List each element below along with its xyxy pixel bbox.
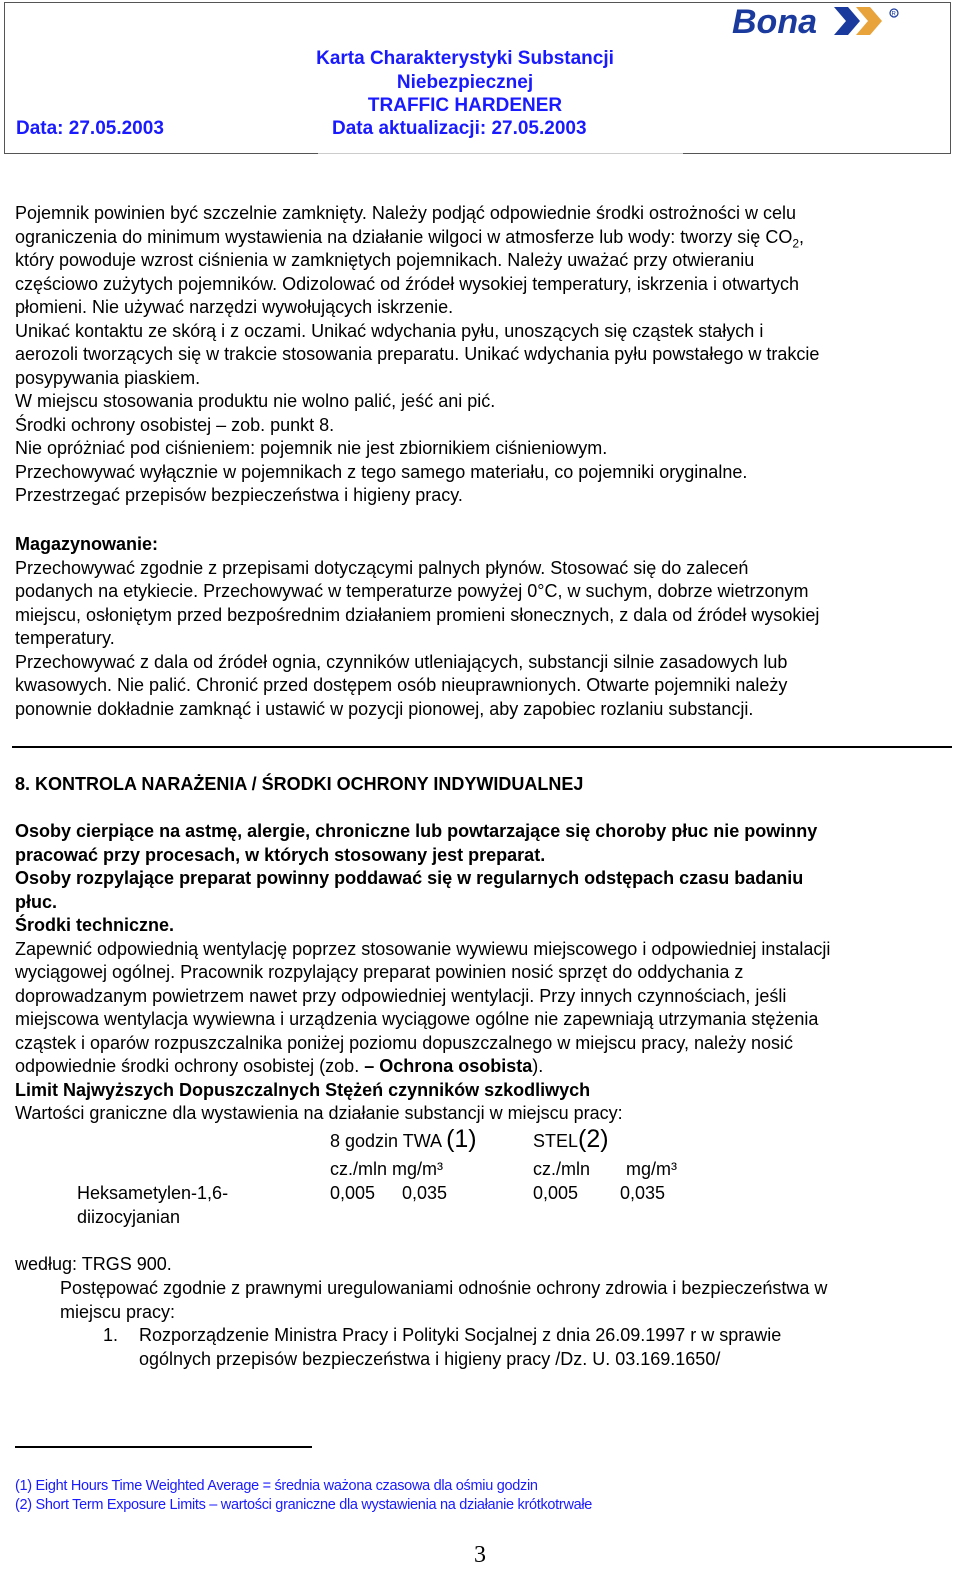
text-line: miejscowa wentylacja wywiewna i urządzenia wyciągowe ogólne nie zapewniają utrzymania stężenia: [15, 1009, 819, 1029]
text-line: Nie opróżniać pod ciśnieniem: pojemnik nie jest zbiornikiem ciśnieniowym.: [15, 438, 608, 458]
text-line: aerozoli tworzących się w trakcie stosowania preparatu. Unikać wdychania pyłu powstałego w trakcie: [15, 344, 820, 364]
text-line: wyciągowej ogólnej. Pracownik rozpylający preparat powinien nosić sprzęt do oddychania z: [15, 962, 744, 982]
text-line: który powoduje wzrost ciśnienia w zamkniętych pojemnikach. Należy uważać przy otwieraniu: [15, 250, 755, 270]
substance-name-line-2: diizocyjanian: [77, 1206, 181, 1227]
protection-reference: – Ochrona osobista: [364, 1056, 533, 1076]
logo-text: Bona: [732, 5, 817, 39]
stel-mg-unit: mg/m³: [626, 1159, 677, 1179]
footnote-1: (1) Eight Hours Time Weighted Average = średnia ważona czasowa dla ośmiu godzin: [15, 1478, 538, 1494]
issue-date: Data: 27.05.2003: [16, 118, 164, 139]
text-line: doprowadzanym powietrzem nawet przy odpowiedniej wentylacji. Przy innych czynnościach, jeśli: [15, 985, 787, 1006]
co2-subscript: 2: [792, 236, 800, 251]
law-item-number: 1.: [103, 1325, 119, 1345]
text-line: kwasowych. Nie palić. Chronić przed dostępem osób nieuprawnionych. Otwarte pojemniki należy: [15, 675, 788, 695]
substance-name-line-1: Heksametylen-1,6-: [77, 1183, 229, 1203]
limits-source: według: TRGS 900.: [15, 1254, 172, 1274]
text-line: temperatury.: [15, 628, 115, 648]
text-segment: ograniczenia do minimum wystawienia na działanie wilgoci w atmosferze lub wody: tworzy się CO: [15, 226, 793, 247]
text-line: Pojemnik powinien być szczelnie zamknięty. Należy podjąć odpowiednie środki ostrożności w celu: [15, 203, 797, 223]
header-underline: [318, 153, 683, 154]
stel-ppm-value: 0,005: [533, 1183, 579, 1203]
text-line: Rozporządzenie Ministra Pracy i Polityki Socjalnej z dnia 26.09.1997 r w sprawie: [139, 1325, 782, 1345]
twa-column-header: [330, 1125, 477, 1154]
text-line-co2: [15, 226, 950, 250]
text-line: miejscu pracy:: [60, 1301, 176, 1322]
text-line: miejscu, osłoniętym przed bezpośrednim działaniem promieni słonecznych, z dala od źródeł wysokiej: [15, 604, 820, 625]
section-8-heading: 8. KONTROLA NARAŻENIA / ŚRODKI OCHRONY INDYWIDUALNEJ: [15, 774, 584, 794]
text-line: ponownie dokładnie zamknąć i ustawić w pozycji pionowej, aby zapobiec rozlaniu substancji.: [15, 698, 754, 719]
document-header: [4, 2, 951, 154]
text-line: Osoby cierpiące na astmę, alergie, chroniczne lub powtarzające się choroby płuc nie powinny: [15, 821, 818, 841]
law-item: [139, 1324, 949, 1371]
stel-label: STEL: [533, 1131, 579, 1151]
limits-intro: Wartości graniczne dla wystawienia na działanie substancji w miejscu pracy:: [15, 1103, 623, 1123]
svg-text:R: R: [891, 11, 896, 18]
text-line: pracować przy procesach, w których stosowany jest preparat.: [15, 844, 546, 865]
text-line: Unikać kontaktu ze skórą i z oczami. Unikać wdychania pyłu, unoszących się cząstek stałych i: [15, 320, 764, 341]
text-line: posypywania piaskiem.: [15, 367, 201, 388]
text-line: Przechowywać wyłącznie w pojemnikach z tego samego materiału, co pojemniki oryginalne.: [15, 461, 748, 482]
text-line: Przechowywać z dala od źródeł ognia, czynników utleniających, substancji silnie zasadowych lub: [15, 651, 788, 672]
stel-mg-value: 0,035: [620, 1183, 666, 1203]
page-number: 3: [474, 1542, 486, 1568]
limits-heading: Limit Najwyższych Dopuszczalnych Stężeń czynników szkodliwych: [15, 1079, 591, 1100]
technical-measures-heading: Środki techniczne.: [15, 915, 175, 935]
update-date: Data aktualizacji: 27.05.2003: [332, 118, 587, 139]
stel-column-header: [533, 1125, 609, 1154]
text-line: płomieni. Nie używać narzędzi wywołujących iskrzenie.: [15, 297, 454, 317]
text-line: Postępować zgodnie z prawnymi uregulowaniami odnośnie ochrony zdrowia i bezpieczeństwa w: [60, 1278, 828, 1298]
text-line: [15, 1055, 950, 1079]
handling-paragraph: [15, 202, 950, 508]
storage-heading: Magazynowanie:: [15, 534, 159, 554]
text-line: częściowo zużytych pojemników. Odizolować od źródeł wysokiej temperatury, iskrzenia i otwartych: [15, 273, 799, 294]
text-line: Zapewnić odpowiednią wentylację poprzez stosowanie wywiewu miejscowego i odpowiedniej instalacji: [15, 938, 831, 959]
text-line: Przechowywać zgodnie z przepisami dotyczącymi palnych płynów. Stosować się do zaleceń: [15, 557, 749, 578]
twa-mg-value: 0,035: [402, 1183, 448, 1203]
text-line: płuc.: [15, 891, 58, 912]
title-line-2: Niebezpiecznej: [396, 71, 534, 93]
footnote-separator: [15, 1446, 312, 1448]
footnote-2: (2) Short Term Exposure Limits – wartości graniczne dla wystawienia na działanie krótkotrwałe: [15, 1497, 593, 1513]
text-line: Przestrzegać przepisów bezpieczeństwa i higieny pracy.: [15, 485, 463, 505]
text-line: ogólnych przepisów bezpieczeństwa i higieny pracy /Dz. U. 03.169.1650/: [139, 1348, 721, 1369]
text-segment: odpowiednie środki ochrony osobistej (zob.: [15, 1056, 365, 1076]
text-segment: ).: [532, 1056, 544, 1076]
text-line: W miejscu stosowania produktu nie wolno palić, jeść ani pić.: [15, 391, 496, 411]
storage-section: [15, 533, 950, 721]
law-intro: [60, 1277, 950, 1324]
twa-footnote-mark: (1): [446, 1125, 477, 1153]
section-8-body: [15, 820, 950, 1126]
text-line: podanych na etykiecie. Przechowywać w temperaturze powyżej 0°C, w suchym, dobrze wietrzonym: [15, 581, 809, 601]
twa-ppm-value: 0,005: [330, 1183, 376, 1203]
twa-units: cz./mln mg/m³: [330, 1159, 444, 1179]
logo-mark-icon: [834, 7, 898, 35]
document-title: [205, 47, 725, 118]
stel-ppm-unit: cz./mln: [533, 1159, 591, 1179]
stel-footnote-mark: (2): [578, 1125, 609, 1153]
twa-label: 8 godzin TWA: [330, 1131, 447, 1151]
title-line-1: Karta Charakterystyki Substancji: [316, 48, 614, 69]
text-line: Osoby rozpylające preparat powinny poddawać się w regularnych odstępach czasu badaniu: [15, 868, 804, 888]
text-segment: ,: [799, 226, 805, 247]
text-line: Środki ochrony osobistej – zob. punkt 8.: [15, 414, 335, 435]
bona-logo: [732, 5, 902, 39]
substance-name: [77, 1182, 228, 1229]
section-divider: [12, 746, 952, 748]
text-line: cząstek i oparów rozpuszczalnika poniżej poziomu dopuszczalnego w miejscu pracy, należy nosić: [15, 1032, 794, 1053]
title-line-3: TRAFFIC HARDENER: [367, 95, 563, 116]
